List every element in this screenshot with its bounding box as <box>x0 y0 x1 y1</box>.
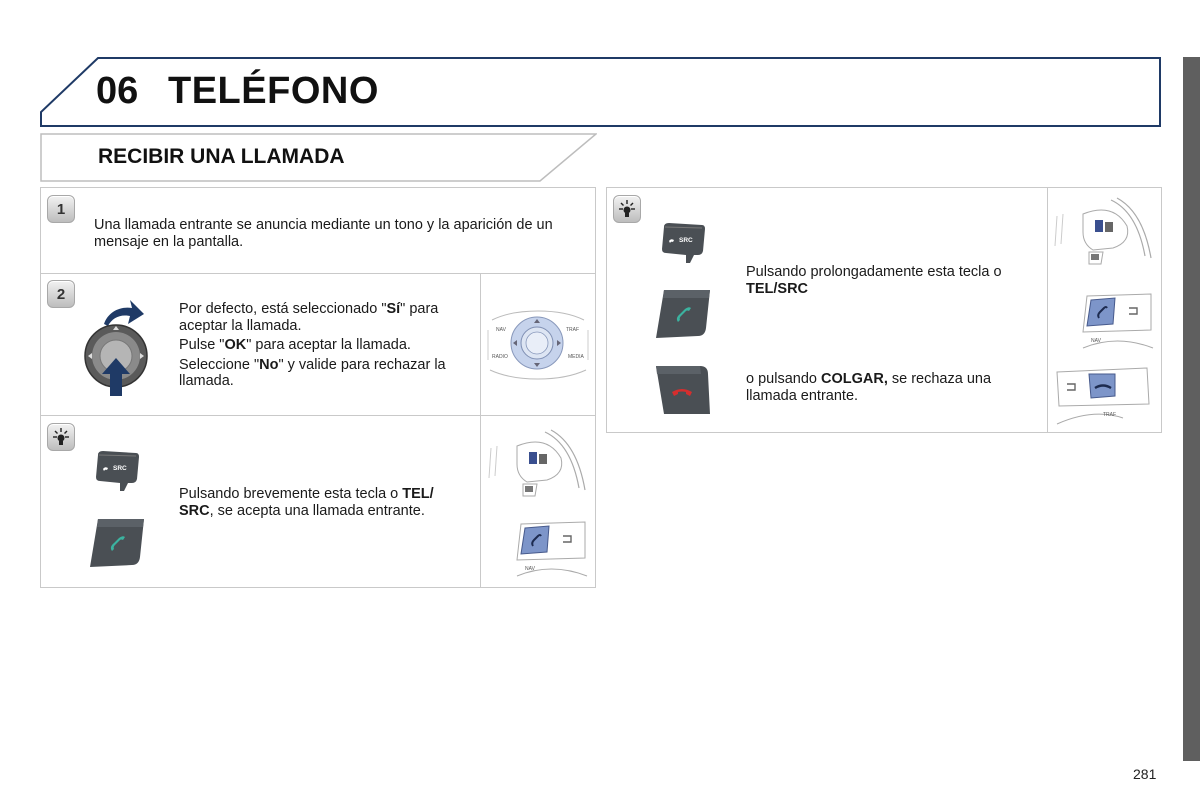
nav-label: NAV <box>1091 338 1101 344</box>
lightbulb-icon <box>614 196 640 222</box>
rotary-knob-icon <box>82 296 154 398</box>
hang-up-closeup-illustration <box>1053 364 1153 426</box>
src-button-icon <box>660 221 706 265</box>
tip-long-text-1: Pulsando prolongadamente esta tecla o TEL/SRC <box>746 264 1002 297</box>
chapter-tab-bar <box>1183 57 1200 761</box>
nav-label: NAV <box>525 566 535 572</box>
divider <box>1047 187 1048 433</box>
steering-wheel-illustration <box>487 428 587 504</box>
divider <box>40 273 596 274</box>
steering-wheel-illustration <box>1053 196 1153 272</box>
tip-icon <box>47 423 75 451</box>
traf-label: TRAF <box>1103 412 1117 418</box>
divider <box>480 273 481 588</box>
knob-label-traf: TRAF <box>566 327 580 333</box>
knob-label-nav: NAV <box>496 327 506 333</box>
tip-short-text: Pulsando brevemente esta tecla o TEL/ SRC, se acepta una llamada entrante. <box>179 486 434 519</box>
tip-icon <box>613 195 641 223</box>
phone-accept-button-icon <box>654 288 712 340</box>
page-number: 281 <box>1133 766 1157 782</box>
src-button-icon <box>94 449 140 493</box>
knob-label-media: MEDIA <box>568 354 584 360</box>
step-badge-2: 2 <box>47 280 75 308</box>
step1-text: Una llamada entrante se anuncia mediante un tono y la aparición de un mensaje en la pantalla. <box>94 217 553 250</box>
src-label: SRC <box>113 465 127 472</box>
step-badge-1: 1 <box>47 195 75 223</box>
tip-long-text-2: o pulsando COLGAR, se rechaza una llamada entrante. <box>746 371 992 404</box>
step2-text: Por defecto, está seleccionado "Sí" para aceptar la llamada. Pulse "OK" para aceptar la llamada. Seleccione "No" y valide para rechazar la llamada. <box>179 301 446 389</box>
knob-label-radio: RADIO <box>492 354 508 360</box>
divider <box>40 415 596 416</box>
src-label: SRC <box>679 237 693 244</box>
chapter-number: 06 <box>96 70 139 112</box>
hang-up-button-icon <box>654 364 712 416</box>
control-panel-illustration <box>486 300 590 386</box>
tel-button-closeup-illustration <box>1077 290 1155 352</box>
chapter-title: TELÉFONO <box>168 70 379 112</box>
tel-button-closeup-illustration <box>511 518 589 580</box>
phone-accept-button-icon <box>88 517 146 569</box>
section-title: RECIBIR UNA LLAMADA <box>98 145 345 168</box>
lightbulb-icon <box>48 424 74 450</box>
